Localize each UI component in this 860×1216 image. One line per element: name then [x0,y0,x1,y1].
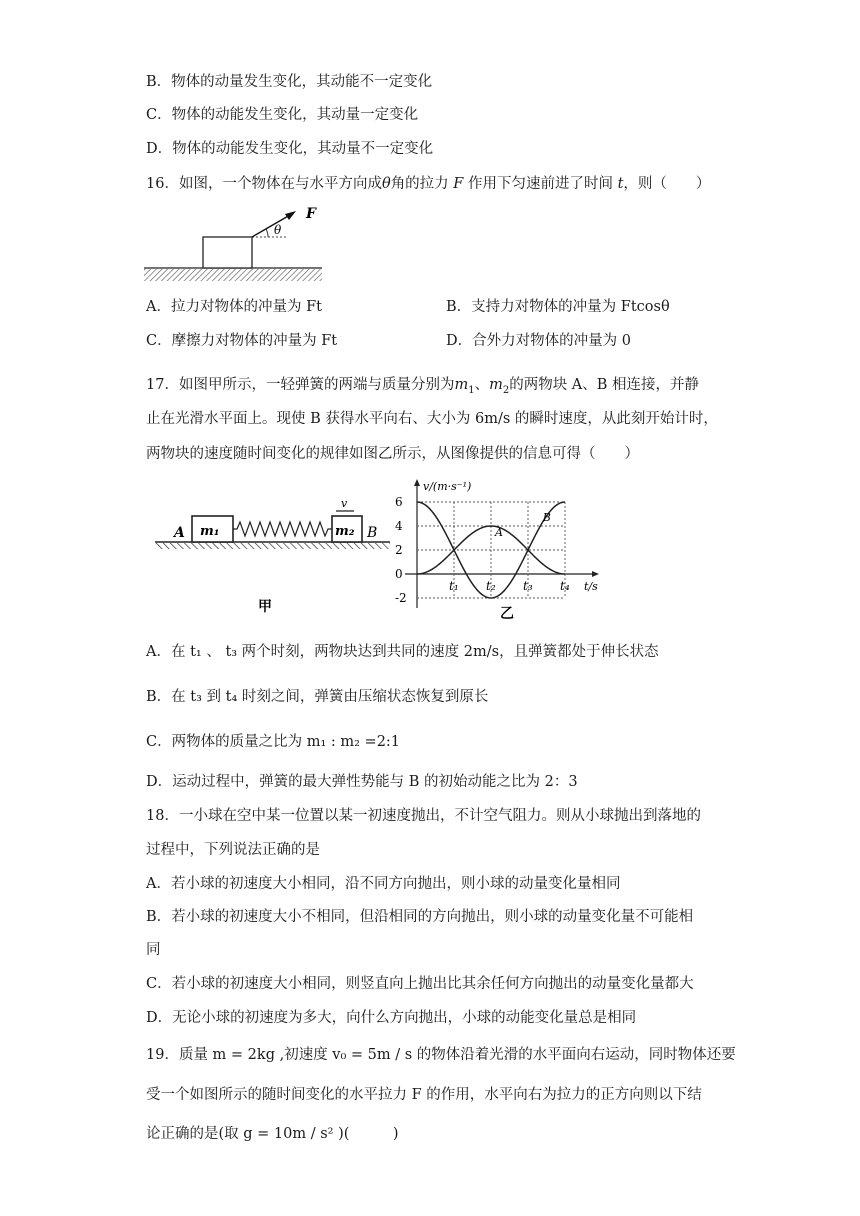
curve-label-a: A [495,526,503,539]
y-tick-label: 2 [395,543,403,557]
block-m1-label: m₁ [200,524,220,539]
angle-arc [266,229,268,237]
force-f-label: F [306,206,316,222]
label-b: B [367,525,378,541]
figure-caption-jia: 甲 [258,599,272,615]
y-tick-label: 0 [395,567,403,581]
q17-option-b: B．在 t₃ 到 t₄ 时刻之间，弹簧由压缩状态恢复到原长 [146,689,489,705]
q18-option-a: A．若小球的初速度大小相同，沿不同方向抛出，则小球的动量变化量相同 [146,876,621,892]
q17-option-d: D．运动过程中，弹簧的最大弹性势能与 B 的初始动能之比为 2：3 [146,774,578,790]
x-axis-arrow [592,571,599,577]
force-arrowhead [285,211,296,220]
q17-stem-line1: 17．如图甲所示，一轻弹簧的两端与质量分别为$m_1$、$m_2$的两物块 A、B 相连接，并静 [146,377,700,396]
q18-option-b-line2: 同 [146,942,161,958]
x-axis-label: t/s [584,580,598,593]
q19-stem-line3: 论正确的是(取 g = 10m / s² )( ) [146,1126,399,1142]
force-arrow [252,215,290,237]
velocity-v-label: v [341,497,348,510]
q18-option-b-line1: B．若小球的初速度大小不相同，但沿相同的方向抛出，则小球的动量变化量不可能相 [146,909,694,925]
y-tick-label: 4 [395,519,403,533]
q18-stem-line2: 过程中，下列说法正确的是 [146,842,320,858]
ground-hatch [155,543,390,549]
q18-option-d: D．无论小球的初速度为多大，向什么方向抛出，小球的动能变化量总是相同 [146,1010,637,1026]
q16-option-a: A．拉力对物体的冲量为 Ft [146,299,322,315]
x-tick-label: t₃ [523,579,533,593]
x-tick-label: t₄ [560,579,570,593]
q17-stem-line2: 止在光滑水平面上。现使 B 获得水平向右、大小为 6m/s 的瞬时速度，从此刻开始计时， [146,411,718,427]
q15-option-d: D．物体的动能发生变化，其动量不一定变化 [146,141,434,157]
ground-hatch [144,269,322,281]
q16-option-b: B．支持力对物体的冲量为 Ftcosθ [446,299,670,315]
figure-caption-yi: 乙 [500,606,514,622]
q17-option-a: A．在 t₁ 、 t₃ 两个时刻，两物块达到共同的速度 2m/s，且弹簧都处于伸长状态 [146,644,659,660]
x-tick-label: t₁ [449,579,459,593]
label-a: A [174,525,185,541]
block [203,237,252,268]
q18-stem-line1: 18．一小球在空中某一位置以某一初速度抛出，不计空气阻力。则从小球抛出到落地的 [146,808,701,824]
y-tick-label: 6 [395,495,403,509]
q17-figure-jia [150,495,395,620]
q17-option-c: C．两物体的质量之比为 m₁ : m₂ =2:1 [146,734,401,750]
curve-label-b: B [542,511,551,525]
q17-vt-chart [385,478,620,623]
spring [233,522,332,536]
q16-option-c: C．摩擦力对物体的冲量为 Ft [146,333,338,349]
q16-stem: 16．如图，一个物体在与水平方向成θ角的拉力 F 作用下匀速前进了时间 t，则（ ） [146,176,711,192]
q19-stem-line2: 受一个如图所示的随时间变化的水平拉力 F 的作用，水平向右为拉力的正方向则以下结 [146,1087,702,1103]
y-tick-label: -2 [395,591,407,605]
y-axis-label: v/(m·s⁻¹) [423,480,472,493]
q17-stem-line3: 两物块的速度随时间变化的规律如图乙所示，从图像提供的信息可得（ ） [146,446,639,462]
block-m2-label: m₂ [335,524,355,539]
q19-stem-line1: 19．质量 m = 2kg ,初速度 v₀ = 5m / s 的物体沿着光滑的水平面向右运动，同时物体还要 [146,1047,736,1063]
y-axis-arrow [414,479,420,486]
angle-theta-label: θ [274,223,282,237]
q16-option-d: D．合外力对物体的冲量为 0 [446,333,631,349]
q15-option-c: C．物体的动能发生变化，其动量一定变化 [146,107,419,123]
q15-option-b: B．物体的动量发生变化，其动能不一定变化 [146,74,433,90]
x-tick-label: t₂ [486,579,496,593]
q18-option-c: C．若小球的初速度大小相同，则竖直向上抛出比其余任何方向抛出的动量变化量都大 [146,976,694,992]
q16-figure [140,200,330,286]
